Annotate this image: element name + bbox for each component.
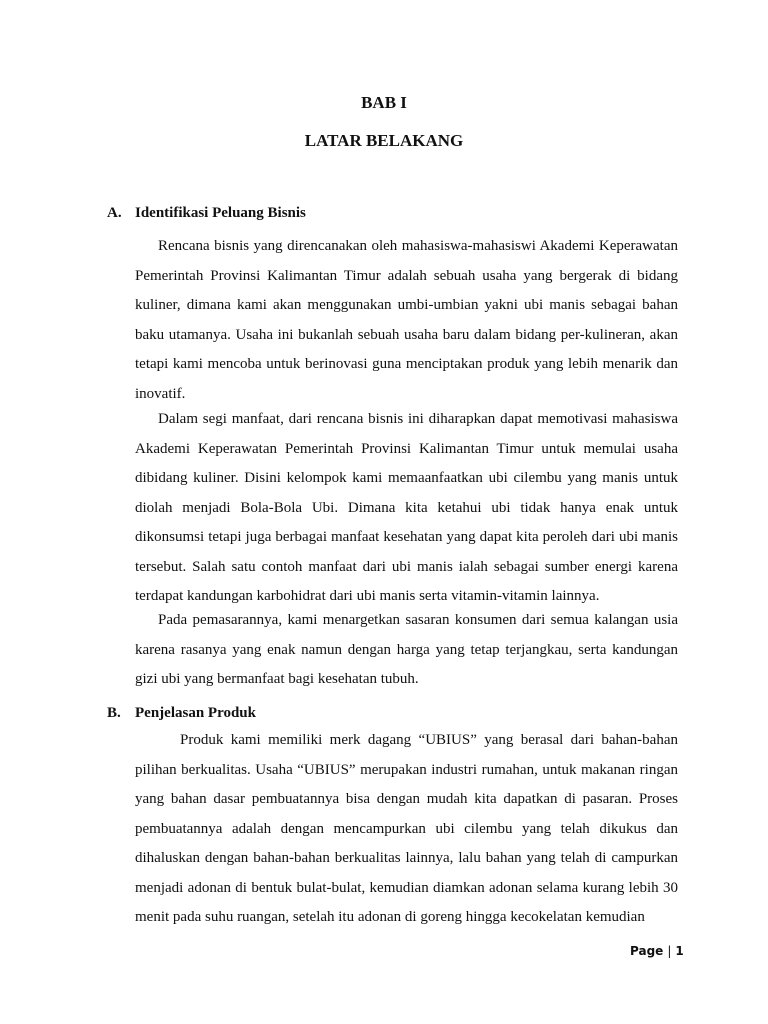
page-separator: | [667,944,672,958]
section-heading-b [107,703,256,723]
chapter-number: BAB I [361,93,407,112]
page-footer [630,941,684,961]
section-letter: A. [107,205,122,221]
section-heading-a [107,203,306,223]
section-title: Penjelasan Produk [135,705,256,721]
page-number: 1 [675,944,684,958]
section-title: Identifikasi Peluang Bisnis [135,205,306,221]
paragraph: Dalam segi manfaat, dari rencana bisnis ini diharapkan dapat memotivasi mahasiswa Akademi Keperawatan Pemerintah Provinsi Kalimantan Timur untuk memulai usaha dibidang kuliner. Disini kelompok kami memaanfaatkan ubi cilembu yang manis untuk diolah menjadi Bola-Bola Ubi. Dimana kita ketahui ubi tidak hanya enak untuk dikonsumsi tetapi juga berbagai manfaat kesehatan yang dapat kita peroleh dari ubi manis tersebut. Salah satu contoh manfaat dari ubi manis ialah sebagai sumber energi karena terdapat kandungan karbohidrat dari ubi manis serta vitamin-vitamin lainnya. [135,411,678,604]
paragraph: Pada pemasarannya, kami menargetkan sasaran konsumen dari semua kalangan usia karena rasanya yang enak namun dengan harga yang tetap terjangkau, serta kandungan gizi ubi yang bermanfaat bagi kesehatan tubuh. [135,612,678,687]
chapter-title: LATAR BELAKANG [304,131,464,150]
page-label: Page [630,944,664,958]
section-letter: B. [107,705,121,721]
paragraph: Rencana bisnis yang direncanakan oleh mahasiswa-mahasiswi Akademi Keperawatan Pemerintah Provinsi Kalimantan Timur adalah sebuah usaha yang bergerak di bidang kuliner, dimana kami akan menggunakan umbi-umbian yakni ubi manis sebagai bahan baku utamanya. Usaha ini bukanlah sebuah usaha baru dalam bidang per-kulineran, akan tetapi kami mencoba untuk berinovasi guna menciptakan produk yang lebih menarik dan inovatif. [135,238,678,402]
paragraph: Produk kami memiliki merk dagang “UBIUS” yang berasal dari bahan-bahan pilihan berkualitas. Usaha “UBIUS” merupakan industri rumahan, untuk makanan ringan yang bahan dasar pembuatannya bisa dengan mudah kita dapatkan di pasaran. Proses pembuatannya adalah dengan mencampurkan ubi cilembu yang telah dikukus dan dihaluskan dengan bahan-bahan berkualitas lainnya, lalu bahan yang telah di campurkan menjadi adonan di bentuk bulat-bulat, kemudian diamkan adonan selama kurang lebih 30 menit pada suhu ruangan, setelah itu adonan di goreng hingga kecokelatan kemudian [135,732,678,925]
